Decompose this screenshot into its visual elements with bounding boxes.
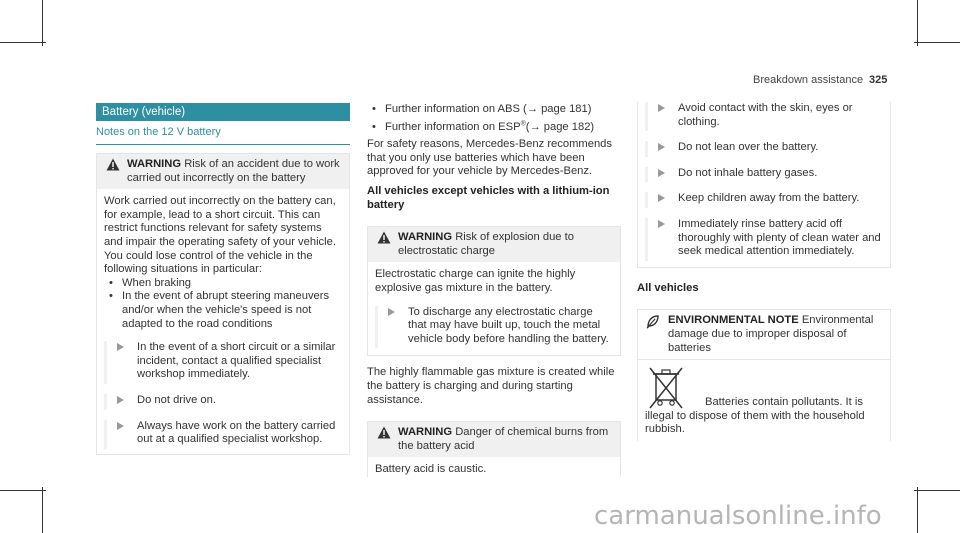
bullet-item: • In the event of abrupt steering maneuvers and/or when the vehicle's speed is not adapted to the road conditions (104, 290, 342, 331)
warning-box-continued (637, 102, 891, 268)
environmental-note-box (637, 309, 891, 441)
crop-mark (0, 42, 46, 43)
warning-header (368, 227, 620, 262)
warning-triangle-icon (377, 426, 391, 439)
warning-text: Risk of an accident due to work carried out incorrectly on the battery (127, 158, 340, 184)
action-step: Do not lean over the battery. (645, 141, 883, 157)
arrow-icon (117, 422, 124, 430)
arrow-icon (117, 396, 124, 404)
crop-mark (42, 487, 43, 533)
warning-box-acid (367, 421, 621, 477)
crop-mark (0, 490, 46, 491)
action-step: In the event of a short circuit or a similar incident, contact a qualified specialist workshop immediately. (104, 341, 342, 384)
action-step: Keep children away from the battery. (645, 192, 883, 208)
arrow-icon (658, 220, 665, 228)
note-body: Batteries contain pollutants. It is illegal to dispose of them with the household rubbish. (645, 396, 865, 436)
action-step: Avoid contact with the skin, eyes or clothing. (645, 102, 883, 131)
page-header-title: Breakdown assistance (753, 74, 864, 86)
crop-mark (917, 0, 918, 46)
crop-mark (914, 42, 960, 43)
paragraph: For safety reasons, Mercedes-Benz recommends that you only use batteries which have been approved for your vehicle by Mercedes-Benz. (367, 138, 612, 178)
warning-paragraph: Battery acid is caustic. (375, 463, 487, 476)
note-header (638, 310, 890, 360)
watermark: carmanualsonline.info (594, 501, 882, 531)
middle-column (367, 103, 621, 477)
warning-paragraph: Work carried out incorrectly on the battery can, for example, lead to a short circuit. This can restrict functions relevant for safety systems and impair the operating safety of your vehicle. (104, 195, 336, 248)
note-label: ENVIRONMENTAL NOTE (668, 314, 799, 327)
action-step: Immediately rinse battery acid off thoroughly with plenty of clean water and seek medical attention immediately. (645, 218, 883, 261)
subsection-title: Notes on the 12 V battery (96, 126, 350, 145)
section-title: Battery (vehicle) (102, 106, 186, 118)
warning-label: WARNING (398, 426, 453, 439)
warning-triangle-icon (106, 158, 120, 171)
crossed-bin-icon (647, 366, 685, 410)
warning-paragraph: Electrostatic charge can ignite the highly explosive gas mixture in the battery. (375, 268, 576, 294)
action-step: Do not inhale battery gases. (645, 167, 883, 183)
right-column (637, 96, 891, 441)
action-step: Always have work on the battery carried out at a qualified specialist workshop. (104, 420, 342, 449)
action-step: Do not drive on. (104, 394, 342, 410)
warning-triangle-icon (377, 231, 391, 244)
warning-label: WARNING (127, 158, 182, 170)
warning-box-explosion (367, 226, 621, 356)
bullet-item: • When braking (104, 277, 342, 291)
arrow-icon (658, 104, 665, 112)
warning-paragraph: You could lose control of the vehicle in the following situations in particular: (104, 249, 313, 276)
crop-mark (914, 490, 960, 491)
warning-text: Danger of chemical burns from the battery acid (398, 426, 609, 452)
warning-header (97, 154, 349, 189)
bullet-item: • Further information on ESP®(→ page 182) (367, 121, 621, 135)
warning-header (368, 422, 620, 457)
warning-label: WARNING (398, 231, 453, 244)
arrow-icon (658, 194, 665, 202)
subheading: All vehicles (637, 281, 699, 294)
arrow-icon (658, 143, 665, 151)
arrow-icon (388, 308, 395, 316)
crop-mark (917, 487, 918, 533)
bullet-item: • Further information on ABS (→ page 181) (367, 103, 621, 117)
subheading: All vehicles except vehicles with a lithium-ion battery (367, 184, 610, 211)
page-number: 325 (869, 74, 888, 86)
note-text: Environmental damage due to improper disposal of batteries (668, 314, 874, 354)
warning-text: Risk of explosion due to electrostatic charge (398, 231, 574, 257)
arrow-icon (117, 343, 124, 351)
warning-box-battery (96, 153, 350, 455)
paragraph: The highly flammable gas mixture is created while the battery is charging and during starting assistance. (367, 366, 615, 406)
action-step: To discharge any electrostatic charge that may have built up, touch the metal vehicle body before handling the battery. (375, 306, 613, 349)
section-title-bar (96, 103, 350, 121)
crop-mark (42, 0, 43, 46)
arrow-icon (658, 169, 665, 177)
leaf-icon (646, 314, 660, 329)
